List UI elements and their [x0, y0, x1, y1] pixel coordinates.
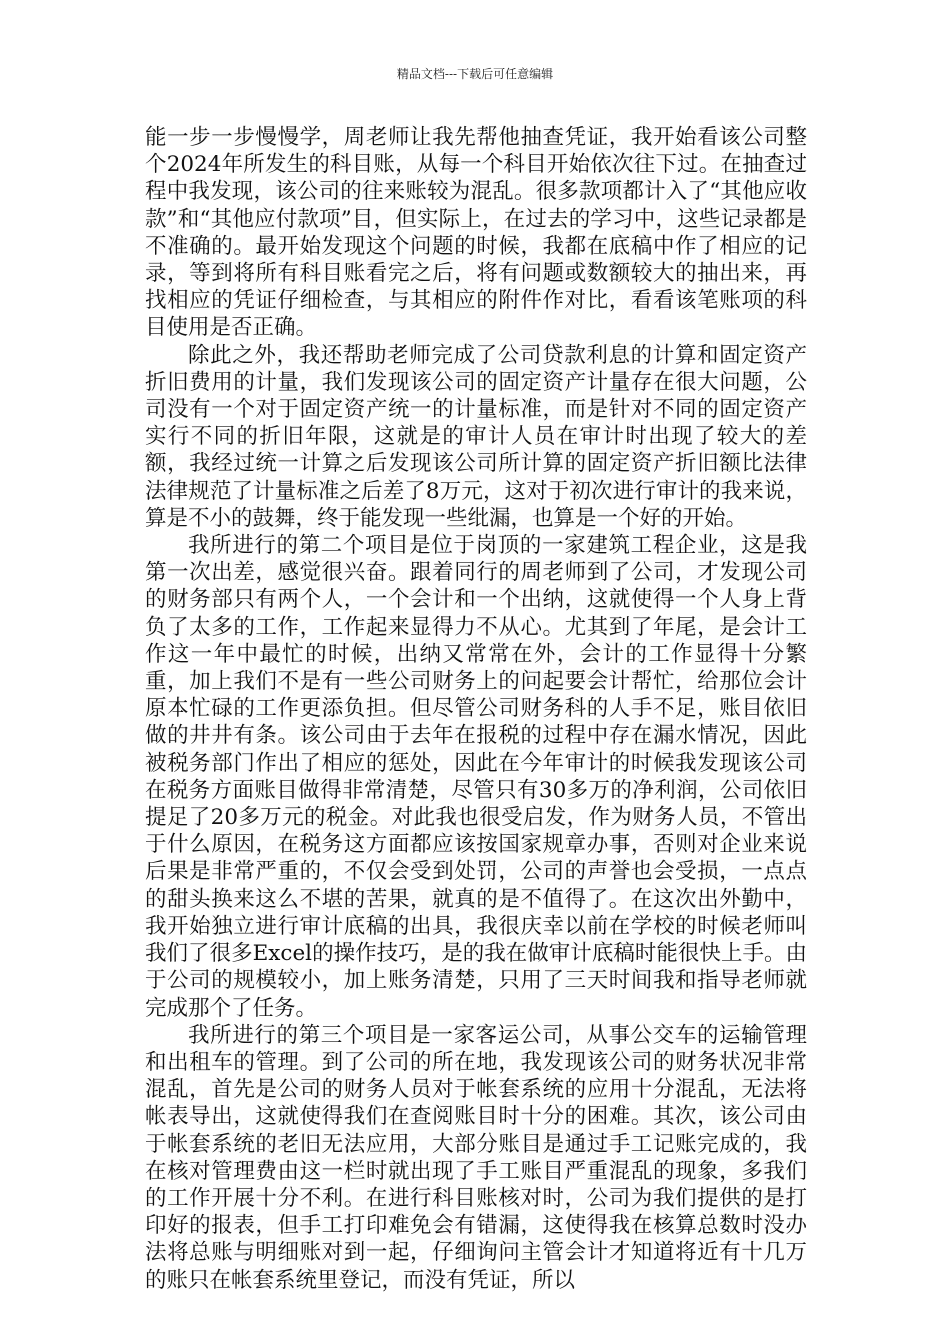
paragraph-1: 能一步一步慢慢学，周老师让我先帮他抽查凭证，我开始看该公司整个2024年所发生的科目账，从每一个科目开始依次往下过。在抽查过程中我发现，该公司的往来账较为混乱。很多款项都计入了“其他应收款”和“其他应付款项”目，但实际上，在过去的学习中，这些记录都是不准确的。最开始发现这个问题的时候，我都在底稿中作了相应的记录，等到将所有科目账看完之后，将有问题或数额较大的抽出来，再找相应的凭证仔细检查，与其相应的附件作对比，看看该笔账项的科目使用是否正确。	[145, 125, 807, 341]
page-header: 精品文档---下载后可任意编辑	[396, 67, 554, 81]
paragraph-2: 除此之外，我还帮助老师完成了公司贷款利息的计算和固定资产折旧费用的计量，我们发现该公司的固定资产计量存在很大问题，公司没有一个对于固定资产统一的计量标准，而是针对不同的固定资产实行不同的折旧年限，这就是的审计人员在审计时出现了较大的差额，我经过统一计算之后发现该公司所计算的固定资产折旧额比法律法律规范了计量标准之后差了8万元，这对于初次进行审计的我来说，算是不小的鼓舞，终于能发现一些纰漏，也算是一个好的开始。	[145, 342, 807, 531]
document-body	[145, 124, 807, 1294]
paragraph-3: 我所进行的第二个项目是位于岗顶的一家建筑工程企业，这是我第一次出差，感觉很兴奋。跟着同行的周老师到了公司，才发现公司的财务部只有两个人，一个会计和一个出纳，这就使得一个人身上背负了太多的工作，工作起来显得力不从心。尤其到了年尾，是会计工作这一年中最忙的时候，出纳又常常在外，会计的工作显得十分繁重，加上我们不是有一些公司财务上的问起要会计帮忙，给那位会计原本忙碌的工作更添负担。但尽管公司财务科的人手不足，账目依旧做的井井有条。该公司由于去年在报税的过程中存在漏水情况，因此被税务部门作出了相应的惩处，因此在今年审计的时候我发现该公司在税务方面账目做得非常清楚，尽管只有30多万的净利润，公司依旧提足了20多万元的税金。对此我也很受启发，作为财务人员，不管出于什么原因，在税务这方面都应该按国家规章办事，否则对企业来说后果是非常严重的，不仅会受到处罚，公司的声誉也会受损，一点点的甜头换来这么不堪的苦果，就真的是不值得了。在这次出外勤中，我开始独立进行审计底稿的出具，我很庆幸以前在学校的时候老师叫我们了很多Excel的操作技巧，是的我在做审计底稿时能很快上手。由于公司的规模较小，加上账务清楚，只用了三天时间我和指导老师就完成那个了任务。	[145, 533, 807, 1021]
paragraph-4: 我所进行的第三个项目是一家客运公司，从事公交车的运输管理和出租车的管理。到了公司的所在地，我发现该公司的财务状况非常混乱，首先是公司的财务人员对于帐套系统的应用十分混乱，无法将帐表导出，这就使得我们在查阅账目时十分的困难。其次，该公司由于帐套系统的老旧无法应用，大部分账目是通过手工记账完成的，我在核对管理费由这一栏时就出现了手工账目严重混乱的现象，多我们的工作开展十分不利。在进行科目账核对时，公司为我们提供的是打印好的报表，但手工打印难免会有错漏，这使得我在核算总数时没办法将总账与明细账对到一起，仔细询问主管会计才知道将近有十几万的账只在帐套系统里登记，而没有凭证，所以	[145, 1022, 807, 1293]
